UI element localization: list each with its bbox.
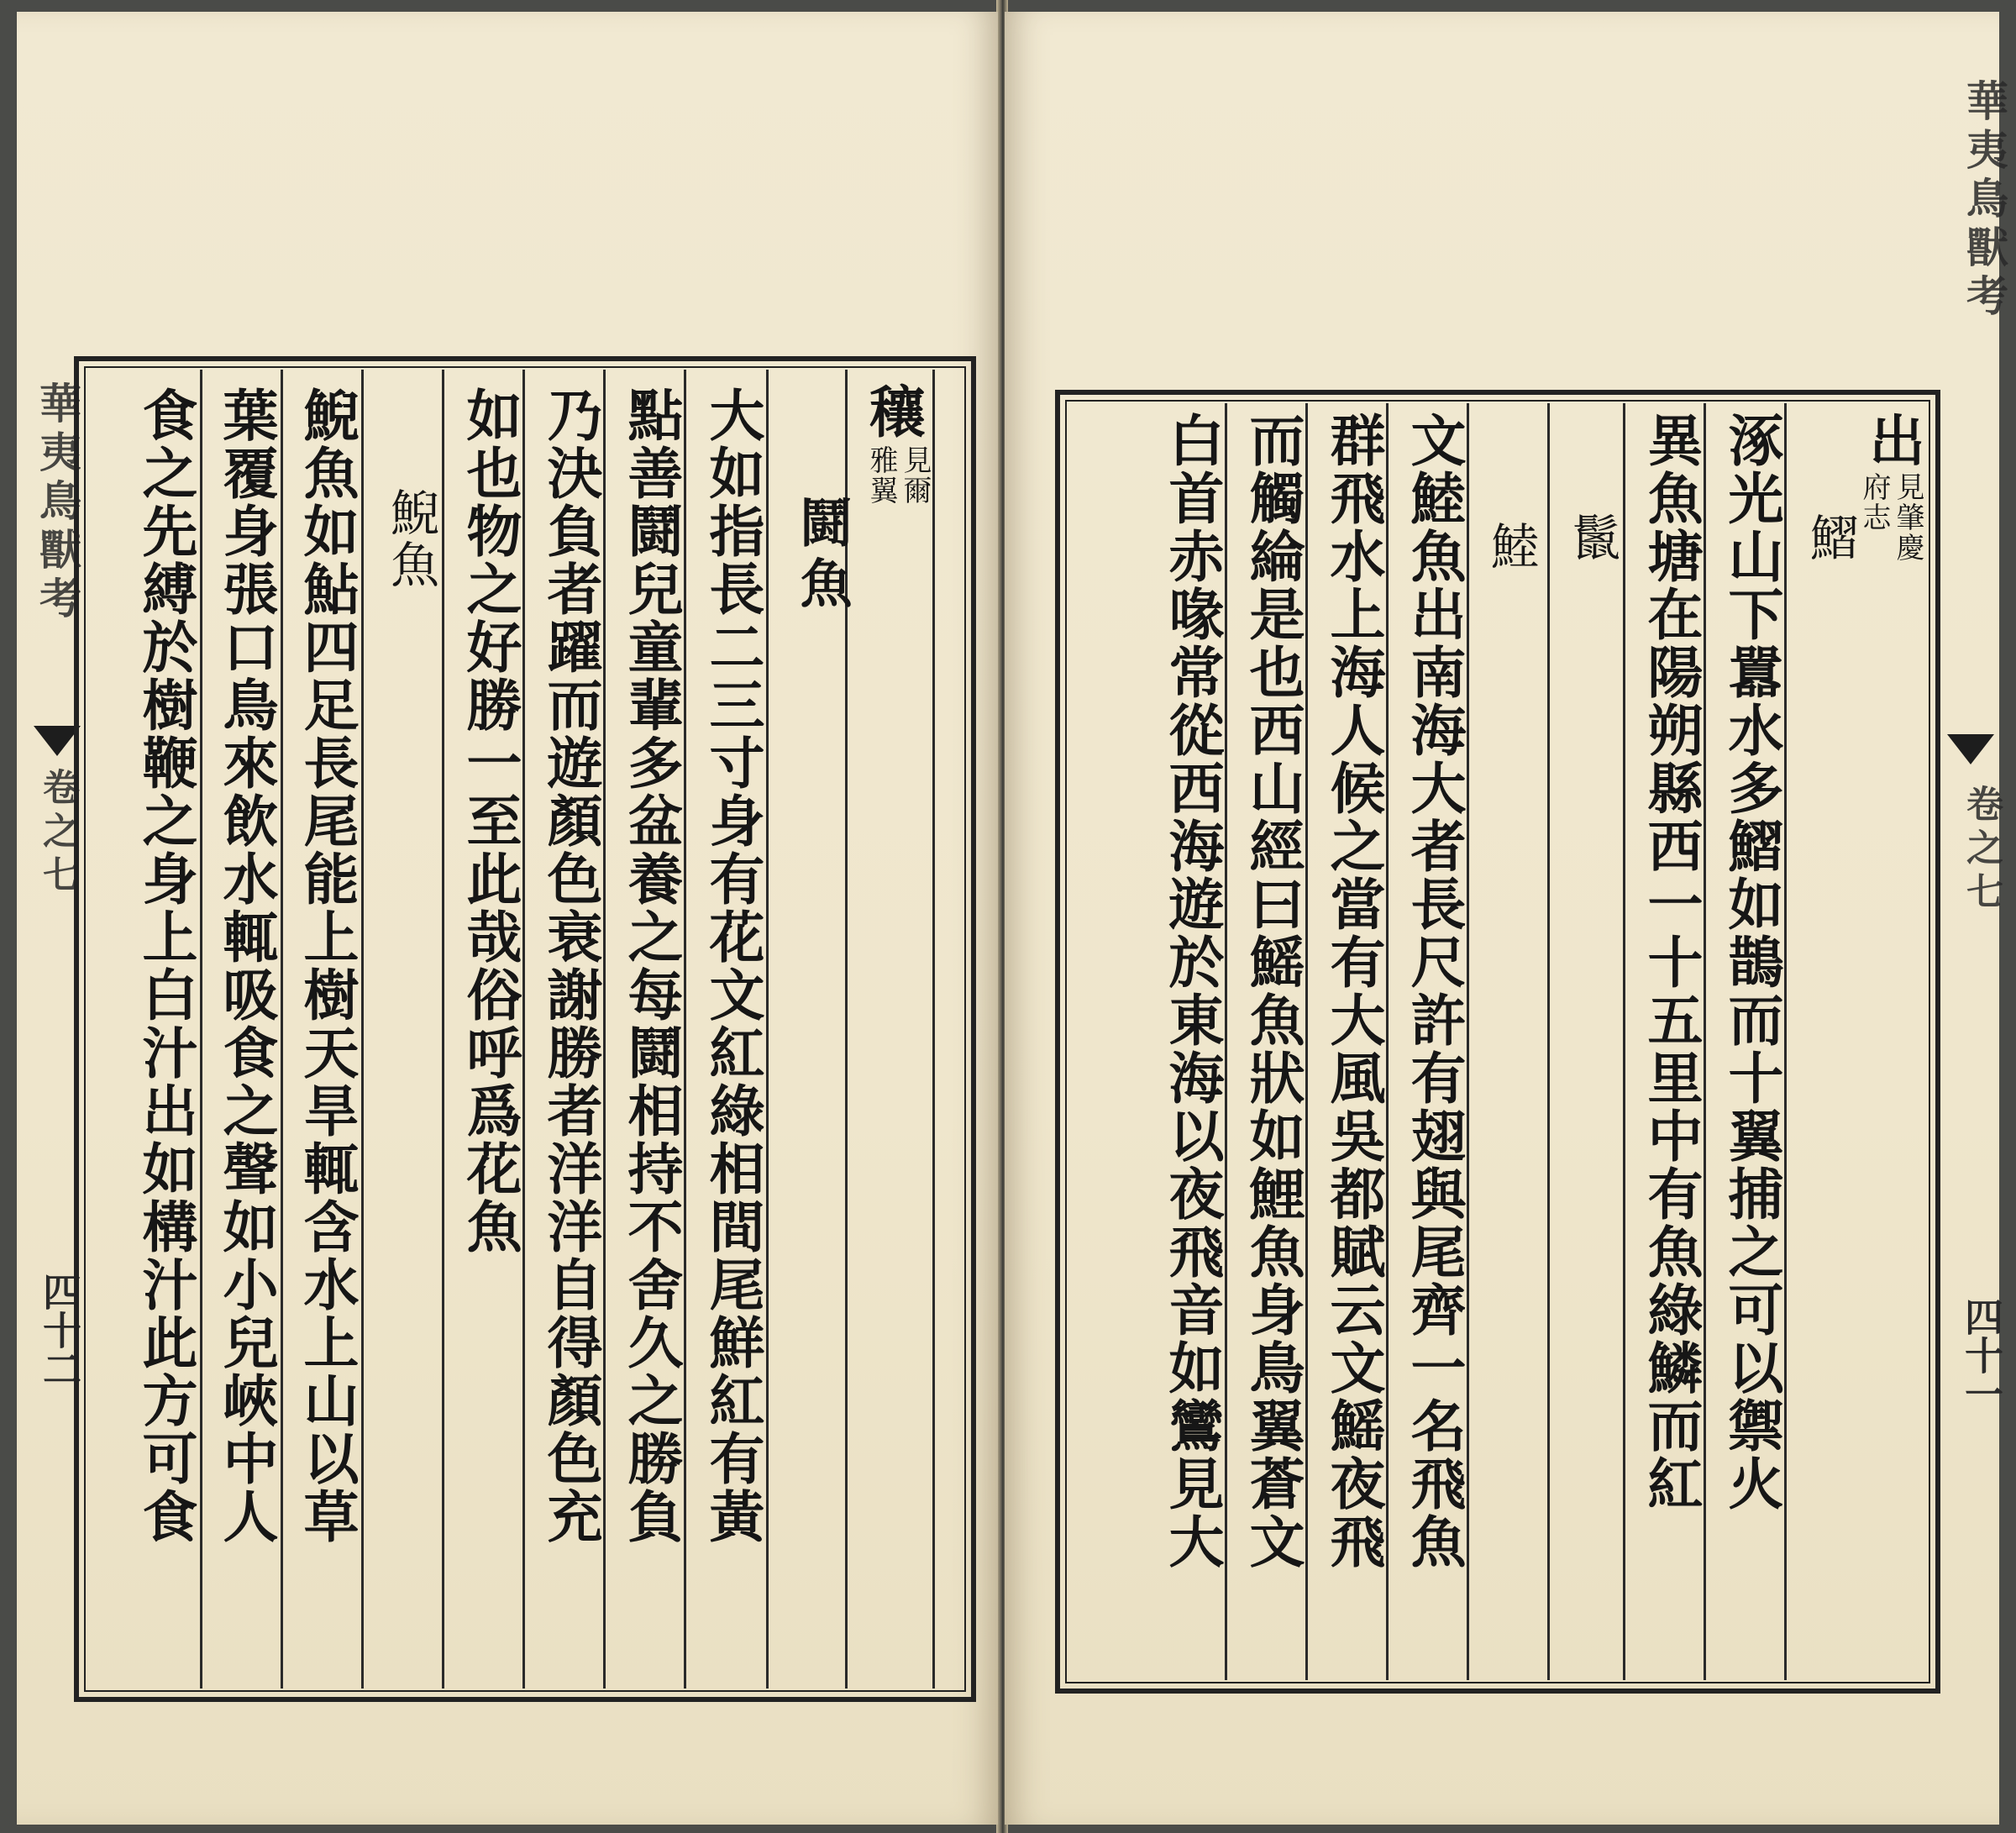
left-text-frame [74,356,976,1702]
annotation-note [1857,472,1924,563]
column-rule [522,370,525,1689]
right-margin-volume: 卷之七 [1960,785,2003,916]
left-page [17,12,998,1825]
column-rule [1704,403,1706,1680]
right-page-number: 四十一 [1959,1297,2004,1413]
column-rule [766,370,769,1689]
column-rule [684,370,686,1689]
text-column: 鯢魚如鮎四足長尾能上樹天旱輒含水上山以草 [294,386,360,1546]
left-margin-title: 華夷鳥獸考 [33,381,82,625]
column-rule [281,370,283,1689]
section-heading: 鬛 [1563,512,1620,565]
text-column: 食之先縛於樹鞭之身上白汁出如構汁此方可食 [133,386,198,1546]
left-margin-volume: 卷之七 [36,768,79,899]
section-heading: 鰼 [1802,512,1859,565]
text-column: 而觸綸是也西山經曰鰩魚狀如鯉魚身鳥翼蒼文 [1240,412,1305,1571]
column-rule [1623,403,1625,1680]
text-column: 如也物之好勝一至此哉俗呼爲花魚 [457,386,522,1256]
section-heading: 鯥 [1483,521,1540,573]
column-rule [1467,403,1469,1680]
right-margin-title: 華夷鳥獸考 [1960,79,2009,323]
note-prefix: 出 [1860,412,1925,470]
note-line: 雅翼 [864,445,898,506]
text-column: 點善鬪兒童輩多盆養之每鬪相持不舍久之勝負 [618,386,684,1546]
note-prefix: 穰 [860,383,926,441]
text-column: 異魚塘在陽朔縣西一十五里中有魚綠鱗而紅 [1638,412,1704,1513]
text-column: 乃決負者躍而遊顏色衰謝勝者洋洋自得顏色充 [538,386,603,1546]
note-line: 府志 [1857,472,1891,533]
column-rule [361,370,364,1689]
text-column: 涿光山下囂水多鰼如鵲而十翼捕之可以禦火 [1719,412,1784,1513]
column-rule [442,370,444,1689]
column-rule [1225,403,1227,1680]
text-column: 葉覆身張口鳥來飲水輒吸食之聲如小兒峽中人 [213,386,279,1546]
column-rule [1547,403,1550,1680]
section-heading: 鬪魚 [791,496,853,617]
text-column: 群飛水上海人候之當有大風吳都賦云文鰩夜飛 [1320,412,1386,1571]
right-page [1005,12,2009,1825]
text-column: 文鯥魚出南海大者長尺許有翅與尾齊一名飛魚 [1401,412,1467,1571]
note-line: 見爾 [898,445,932,506]
column-rule [603,370,606,1689]
section-heading: 鯢魚 [382,487,439,591]
column-rule [932,370,935,1689]
note-line: 見肇慶 [1891,472,1924,563]
column-rule [200,370,202,1689]
right-text-frame [1055,390,1940,1694]
left-page-number: 四十二 [37,1272,82,1388]
fish-tail-mark-icon [1947,734,1994,764]
annotation-note [864,445,932,506]
text-column: 白首赤喙常從西海遊於東海以夜飛音如鸞見大 [1159,412,1225,1571]
column-rule [1305,403,1308,1680]
text-column: 大如指長二三寸身有花文紅綠相間尾鮮紅有黃 [700,386,765,1546]
column-rule [1386,403,1389,1680]
column-rule [1784,403,1787,1680]
